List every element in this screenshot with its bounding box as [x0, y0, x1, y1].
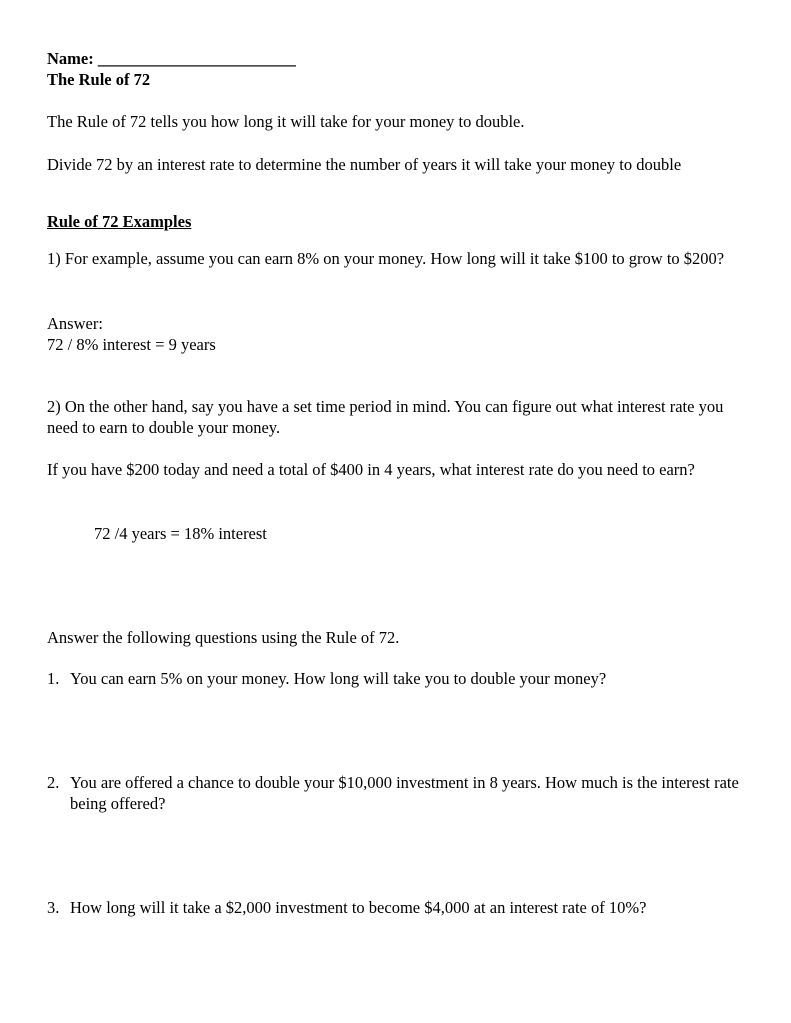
name-blank: ________________________ — [97, 49, 296, 68]
example-2-answer: 72 /4 years = 18% interest — [94, 524, 267, 543]
example-2-intro: 2) On the other hand, say you have a set time period in mind. You can figure out what interest rate you need to earn to double your money. — [47, 397, 724, 437]
question-text: You can earn 5% on your money. How long will take you to double your money? — [70, 669, 607, 688]
examples-heading: Rule of 72 Examples — [47, 212, 192, 231]
example-1-answer-label: Answer: — [47, 314, 103, 333]
question-text: You are offered a chance to double your $10,000 investment in 8 years. How much is the interest rate being offered? — [70, 773, 739, 813]
name-label: Name: — [47, 49, 98, 68]
intro-paragraph-2: Divide 72 by an interest rate to determine the number of years it will take your money to double — [47, 155, 682, 174]
exercise-instructions: Answer the following questions using the Rule of 72. — [47, 628, 400, 647]
question-number: 3. — [47, 898, 60, 917]
name-line — [47, 48, 296, 69]
intro-paragraph-1: The Rule of 72 tells you how long it will take for your money to double. — [47, 112, 525, 131]
example-1-answer: 72 / 8% interest = 9 years — [47, 335, 216, 354]
question-text: How long will it take a $2,000 investment to become $4,000 at an interest rate of 10%? — [70, 898, 647, 917]
question-number: 1. — [47, 669, 60, 688]
document-title: The Rule of 72 — [47, 70, 151, 89]
example-2-question: If you have $200 today and need a total of $400 in 4 years, what interest rate do you need to earn? — [47, 460, 695, 479]
question-number: 2. — [47, 773, 60, 792]
example-1-question: 1) For example, assume you can earn 8% on your money. How long will it take $100 to grow to $200? — [47, 249, 725, 268]
